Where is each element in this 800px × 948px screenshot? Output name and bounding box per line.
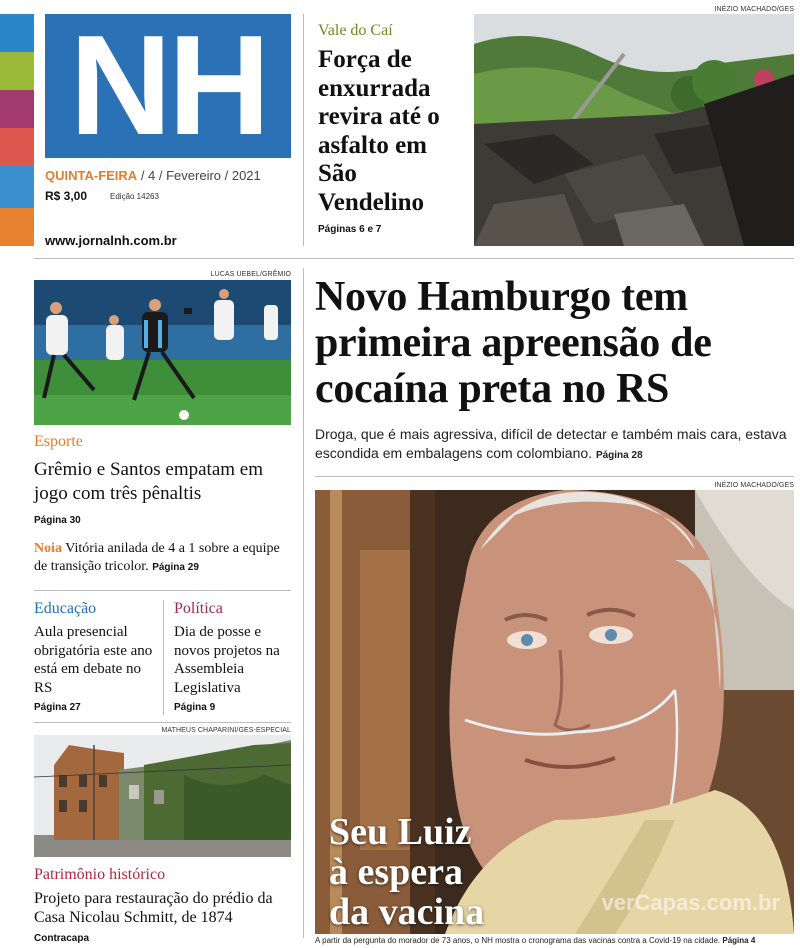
education-text[interactable]: Aula presencial obrigatória este ano está em debate no RS xyxy=(34,624,153,696)
heritage-page: Contracapa xyxy=(34,933,90,944)
sport-section: Esporte xyxy=(34,433,83,450)
price: R$ 3,00 xyxy=(45,189,88,203)
overlay-line-3: da vacina xyxy=(329,891,485,933)
vaccine-overlay-title xyxy=(329,812,484,932)
heritage-photo-credit: MATHEUS CHAPARINI/GES-ESPECIAL xyxy=(161,727,291,734)
divider xyxy=(34,722,291,723)
politics-page: Página 9 xyxy=(174,702,216,713)
noia-text: Vitória anilada de 4 a 1 sobre a equipe de transição tricolor. xyxy=(34,541,280,574)
logo-text: NH xyxy=(69,6,267,165)
education-page: Página 27 xyxy=(34,702,81,713)
top-story-section: Vale do Caí xyxy=(318,22,393,39)
caption-text: A partir da pergunta do morador de 73 anos, o NH mostra o cronograma das vacinas contra a Covid-19 na cidade. xyxy=(315,936,721,945)
vaccine-caption xyxy=(315,936,800,946)
caption-page: Página 4 xyxy=(722,936,756,945)
watermark: verCapas.com.br xyxy=(601,890,780,915)
sport-headline[interactable]: Grêmio e Santos empatam em jogo com três pênaltis xyxy=(34,459,263,504)
politics-section: Política xyxy=(174,600,223,617)
politics-text[interactable]: Dia de posse e novos projetos na Assembleia Legislativa xyxy=(174,624,280,696)
main-page: Página 28 xyxy=(595,450,643,461)
vaccine-photo-credit: INÉZIO MACHADO/GES xyxy=(714,482,794,489)
main-deck-text: Droga, que é mais agressiva, difícil de detectar e também mais cara, estava escondida em embalagens com colombiano. xyxy=(315,426,787,461)
divider xyxy=(34,258,794,259)
website-link[interactable]: www.jornalnh.com.br xyxy=(45,233,177,248)
main-headline[interactable]: Novo Hamburgo tem primeira apreensão de cocaína preta no RS xyxy=(315,274,712,412)
sport-photo-credit: LUCAS UEBEL/GRÊMIO xyxy=(210,271,291,278)
noia-label: Noia xyxy=(34,541,62,556)
main-deck xyxy=(315,425,790,465)
divider xyxy=(303,268,304,938)
old-building-photo[interactable] xyxy=(34,735,291,857)
edition: Edição 14263 xyxy=(110,192,159,201)
overlay-line-2: à espera xyxy=(329,851,464,893)
top-story-headline[interactable]: Força de enxurrada revira até o asfalto em São Vendelino xyxy=(318,46,440,216)
football-match-photo[interactable] xyxy=(34,280,291,425)
sport-page: Página 30 xyxy=(34,515,81,526)
divider xyxy=(163,600,164,715)
collapsed-road-photo[interactable] xyxy=(474,14,794,246)
weekday: QUINTA-FEIRA xyxy=(45,168,138,183)
elderly-man-oxygen-photo[interactable] xyxy=(315,490,794,934)
date-line xyxy=(45,168,295,183)
overlay-line-1: Seu Luiz xyxy=(329,811,472,853)
color-strip xyxy=(0,14,34,246)
noia-page: Página 29 xyxy=(152,562,199,573)
noia-item[interactable] xyxy=(34,540,296,577)
date: / 4 / Fevereiro / 2021 xyxy=(137,168,261,183)
divider xyxy=(303,14,304,246)
heritage-text[interactable]: Projeto para restauração do prédio da Casa Nicolau Schmitt, de 1874 xyxy=(34,890,273,926)
divider xyxy=(34,590,291,591)
heritage-section: Patrimônio histórico xyxy=(34,866,166,883)
nh-logo[interactable] xyxy=(45,6,291,165)
top-photo-credit: INÉZIO MACHADO/GES xyxy=(714,6,794,13)
divider xyxy=(315,476,794,477)
education-section: Educação xyxy=(34,600,97,617)
top-story-pages: Páginas 6 e 7 xyxy=(318,224,382,235)
